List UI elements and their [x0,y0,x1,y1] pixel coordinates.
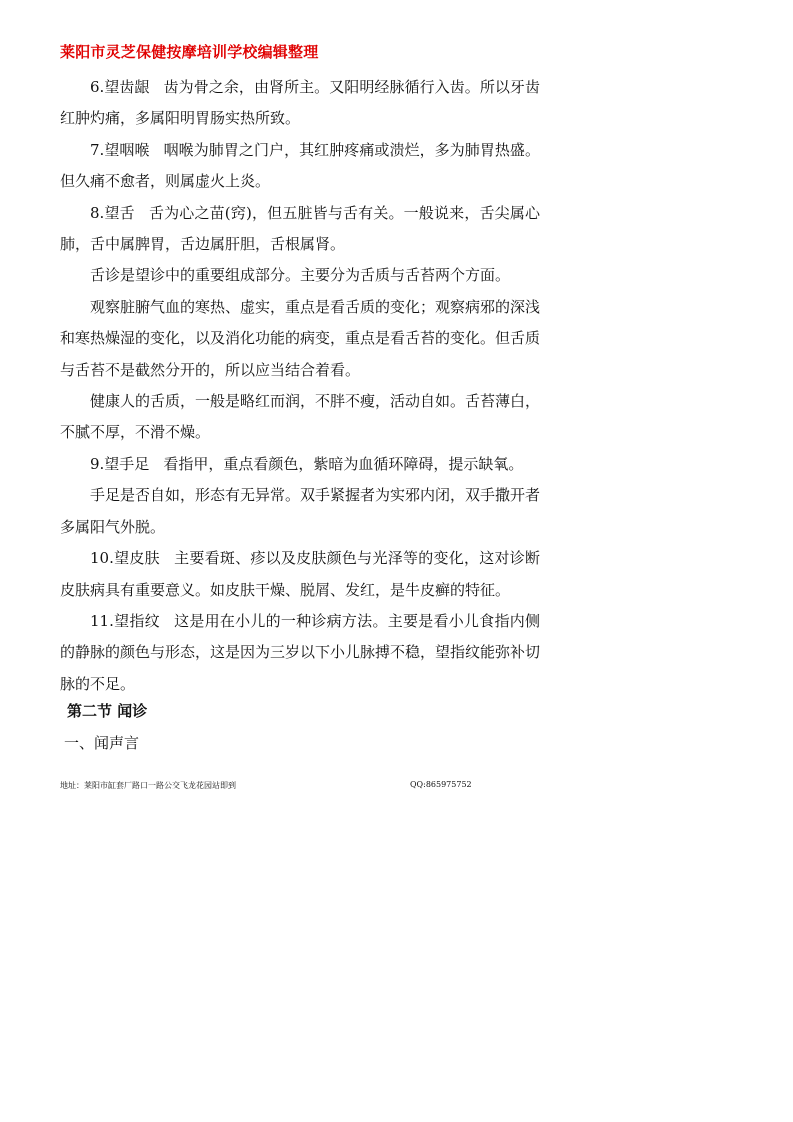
text-tongue: 舌为心之苗(窍)，但五脏皆与舌有关。一般说来，舌尖属心肺，舌中属脾胃，舌边属肝胆，舌根属肾。 [60,203,540,254]
term-skin: 10.望皮肤 [90,549,160,568]
term-throat: 7.望咽喉 [90,140,150,159]
term-gums: 6.望齿龈 [90,78,150,96]
school-header: 莱阳市灵芝保健按摩培训学校编辑整理 [60,43,319,61]
body-text [60,72,540,700]
paragraph-tongue [60,198,540,261]
paragraph-hands-feet-form: 手足是否自如，形态有无异常。双手紧握者为实邪内闭，双手撒开者多属阳气外脱。 [60,486,541,536]
subsection-heading: 一、闻声言 [64,734,140,752]
footer-address: 地址：莱阳市缸套厂路口一路公交飞龙花园站即到 [60,781,236,790]
paragraph-hands-feet [60,449,540,480]
text-finger-veins: 这是用在小儿的一种诊病方法。主要是看小儿食指内侧的静脉的颜色与形态，这是因为三岁以下小儿脉搏不稳，望指纹能弥补切脉的不足。 [60,611,541,693]
paragraph-finger-veins [60,606,540,700]
footer-qq: QQ:865975752 [410,780,472,789]
term-tongue: 8.望舌 [90,203,135,222]
section-heading: 第二节 闻诊 [67,702,148,720]
paragraph-tongue-observation: 观察脏腑气血的寒热、虚实，重点是看舌质的变化；观察病邪的深浅和寒热燥湿的变化，以及消化功能的病变，重点是看舌苔的变化。但舌质与舌苔不是截然分开的，所以应当结合着看。 [60,297,541,379]
paragraph-skin [60,543,540,606]
text-gums: 齿为骨之余，由肾所主。又阳明经脉循行入齿。所以牙齿红肿灼痛，多属阳明胃肠实热所致。 [60,78,540,128]
paragraph-gums [60,72,540,135]
text-hands-feet: 看指甲，重点看颜色，紫暗为血循环障碍，提示缺氧。 [163,454,524,473]
paragraph-throat [60,135,540,198]
term-finger-veins: 11.望指纹 [90,611,160,630]
paragraph-healthy-tongue: 健康人的舌质，一般是略红而润，不胖不瘦，活动自如。舌苔薄白，不腻不厚，不滑不燥。 [60,392,541,442]
text-skin: 主要看斑、疹以及皮肤颜色与光泽等的变化，这对诊断皮肤病具有重要意义。如皮肤干燥、脱屑、发红，是牛皮癣的特征。 [60,549,540,599]
paragraph-tongue-diagnosis: 舌诊是望诊中的重要组成部分。主要分为舌质与舌苔两个方面。 [90,266,511,285]
text-throat: 咽喉为肺胃之门户，其红肿疼痛或溃烂，多为肺胃热盛。但久痛不愈者，则属虚火上炎。 [60,140,540,191]
term-hands-feet: 9.望手足 [90,454,150,473]
